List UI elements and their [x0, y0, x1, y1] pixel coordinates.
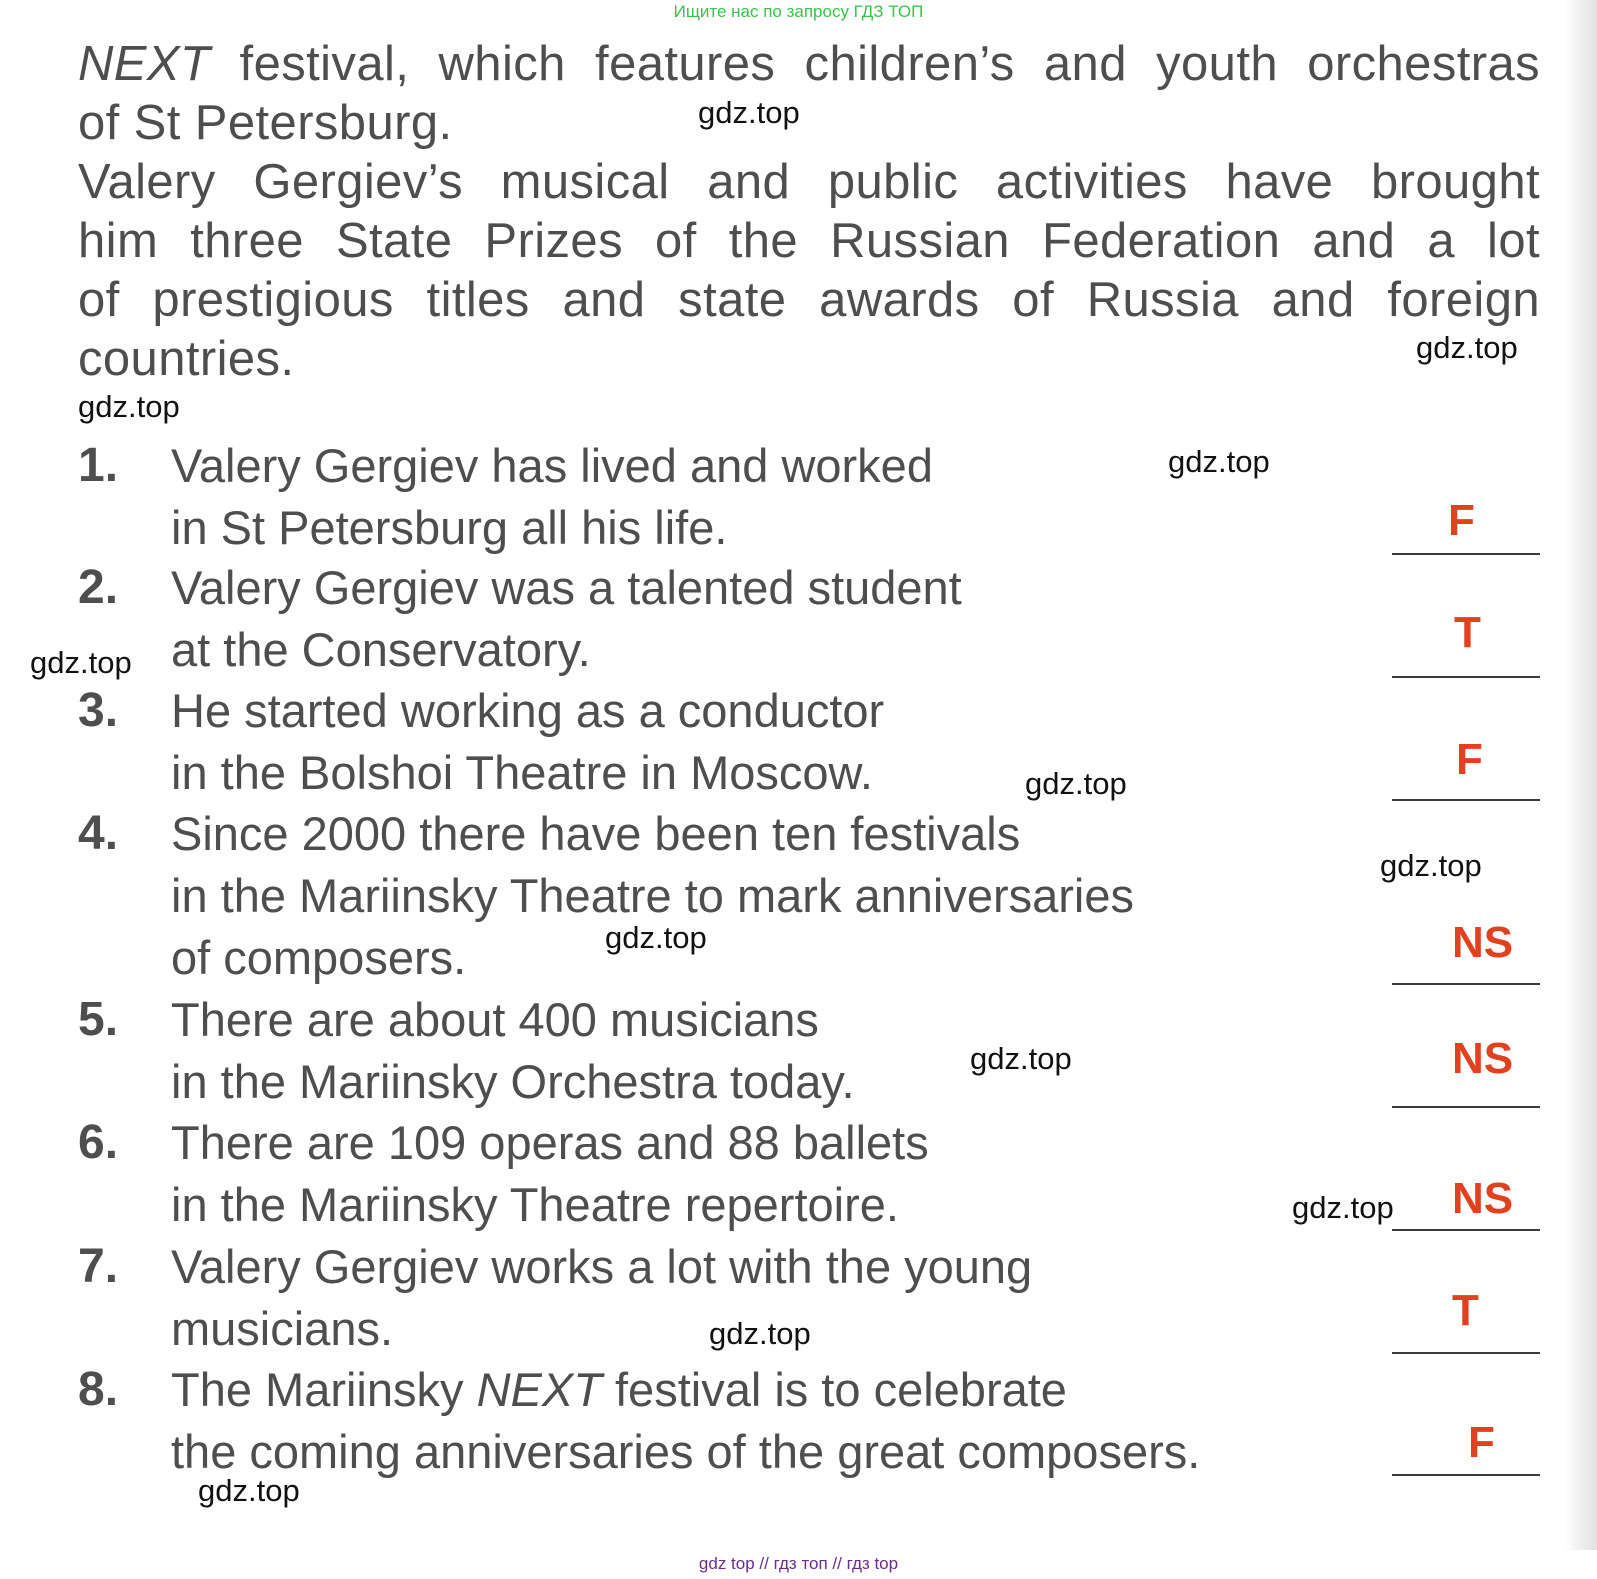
intro-line-5: of prestigious titles and state awards of Russia and foreign	[78, 273, 1540, 327]
watermark: gdz.top	[698, 95, 800, 130]
intro-line-6: countries.	[78, 332, 295, 386]
question-number: 1.	[78, 439, 119, 492]
question-text: in St Petersburg all his life.	[171, 501, 728, 554]
intro-line-2: of St Petersburg.	[78, 96, 453, 150]
question-text: in the Mariinsky Orchestra today.	[171, 1055, 855, 1108]
question-number: 2.	[78, 561, 119, 614]
answer-mark: F	[1456, 735, 1483, 784]
festival-name-italic: NEXT	[476, 1363, 602, 1416]
question-text: Valery Gergiev was a talented student	[171, 561, 962, 614]
question-text: musicians.	[171, 1302, 394, 1355]
question-number: 7.	[78, 1240, 119, 1293]
intro-line-4: him three State Prizes of the Russian Federation and a lot	[78, 214, 1540, 268]
question-text: There are 109 operas and 88 ballets	[171, 1116, 929, 1169]
intro-line-3: Valery Gergiev’s musical and public activities have brought	[78, 155, 1540, 209]
question-text: The Mariinsky NEXT festival is to celebrate	[171, 1363, 1067, 1416]
watermark: gdz.top	[1416, 330, 1518, 365]
answer-mark: F	[1448, 496, 1475, 545]
watermark: gdz.top	[709, 1316, 811, 1351]
answer-line	[1392, 1106, 1540, 1108]
question-text: in the Mariinsky Theatre to mark anniversaries	[171, 869, 1135, 922]
watermark: gdz.top	[970, 1041, 1072, 1076]
answer-mark: NS	[1452, 1034, 1514, 1083]
watermark: gdz.top	[605, 920, 707, 955]
footer-links: gdz top // гдз топ // гдз top	[698, 1554, 899, 1573]
answer-mark: T	[1452, 1286, 1479, 1335]
page-edge-shadow	[1565, 0, 1597, 1550]
answer-line	[1392, 983, 1540, 985]
answer-mark: NS	[1452, 918, 1514, 967]
festival-name-italic: NEXT	[78, 37, 211, 91]
watermark: gdz.top	[1025, 766, 1127, 801]
question-number: 8.	[78, 1363, 119, 1416]
question-text: Valery Gergiev works a lot with the young	[171, 1240, 1033, 1293]
question-text: the coming anniversaries of the great composers.	[171, 1425, 1201, 1478]
answer-line	[1392, 1352, 1540, 1354]
question-text: at the Conservatory.	[171, 623, 591, 676]
answer-line	[1392, 676, 1540, 678]
watermark: gdz.top	[198, 1473, 300, 1508]
question-number: 6.	[78, 1116, 119, 1169]
question-text: There are about 400 musicians	[171, 993, 819, 1046]
watermark: gdz.top	[1380, 848, 1482, 883]
intro-line-1: NEXT festival, which features children’s and youth orchestras	[78, 37, 1540, 91]
question-text: Valery Gergiev has lived and worked	[171, 439, 933, 492]
question-text: in the Mariinsky Theatre repertoire.	[171, 1178, 899, 1231]
answer-line	[1392, 799, 1540, 801]
watermark: gdz.top	[30, 645, 132, 680]
question-text: He started working as a conductor	[171, 684, 885, 737]
watermark: gdz.top	[1292, 1190, 1394, 1225]
answer-mark: F	[1468, 1418, 1495, 1467]
answer-line	[1392, 1474, 1540, 1476]
question-number: 4.	[78, 807, 119, 860]
answer-line	[1392, 553, 1540, 555]
watermark: gdz.top	[78, 389, 180, 424]
question-number: 3.	[78, 684, 119, 737]
answer-line	[1392, 1229, 1540, 1231]
answer-mark: T	[1454, 608, 1481, 657]
watermark: gdz.top	[1168, 444, 1270, 479]
search-hint: Ищите нас по запросу ГДЗ ТОП	[673, 2, 924, 21]
question-number: 5.	[78, 993, 119, 1046]
question-text: Since 2000 there have been ten festivals	[171, 807, 1021, 860]
answer-mark: NS	[1452, 1174, 1514, 1223]
question-text: in the Bolshoi Theatre in Moscow.	[171, 746, 873, 799]
question-text: of composers.	[171, 931, 467, 984]
